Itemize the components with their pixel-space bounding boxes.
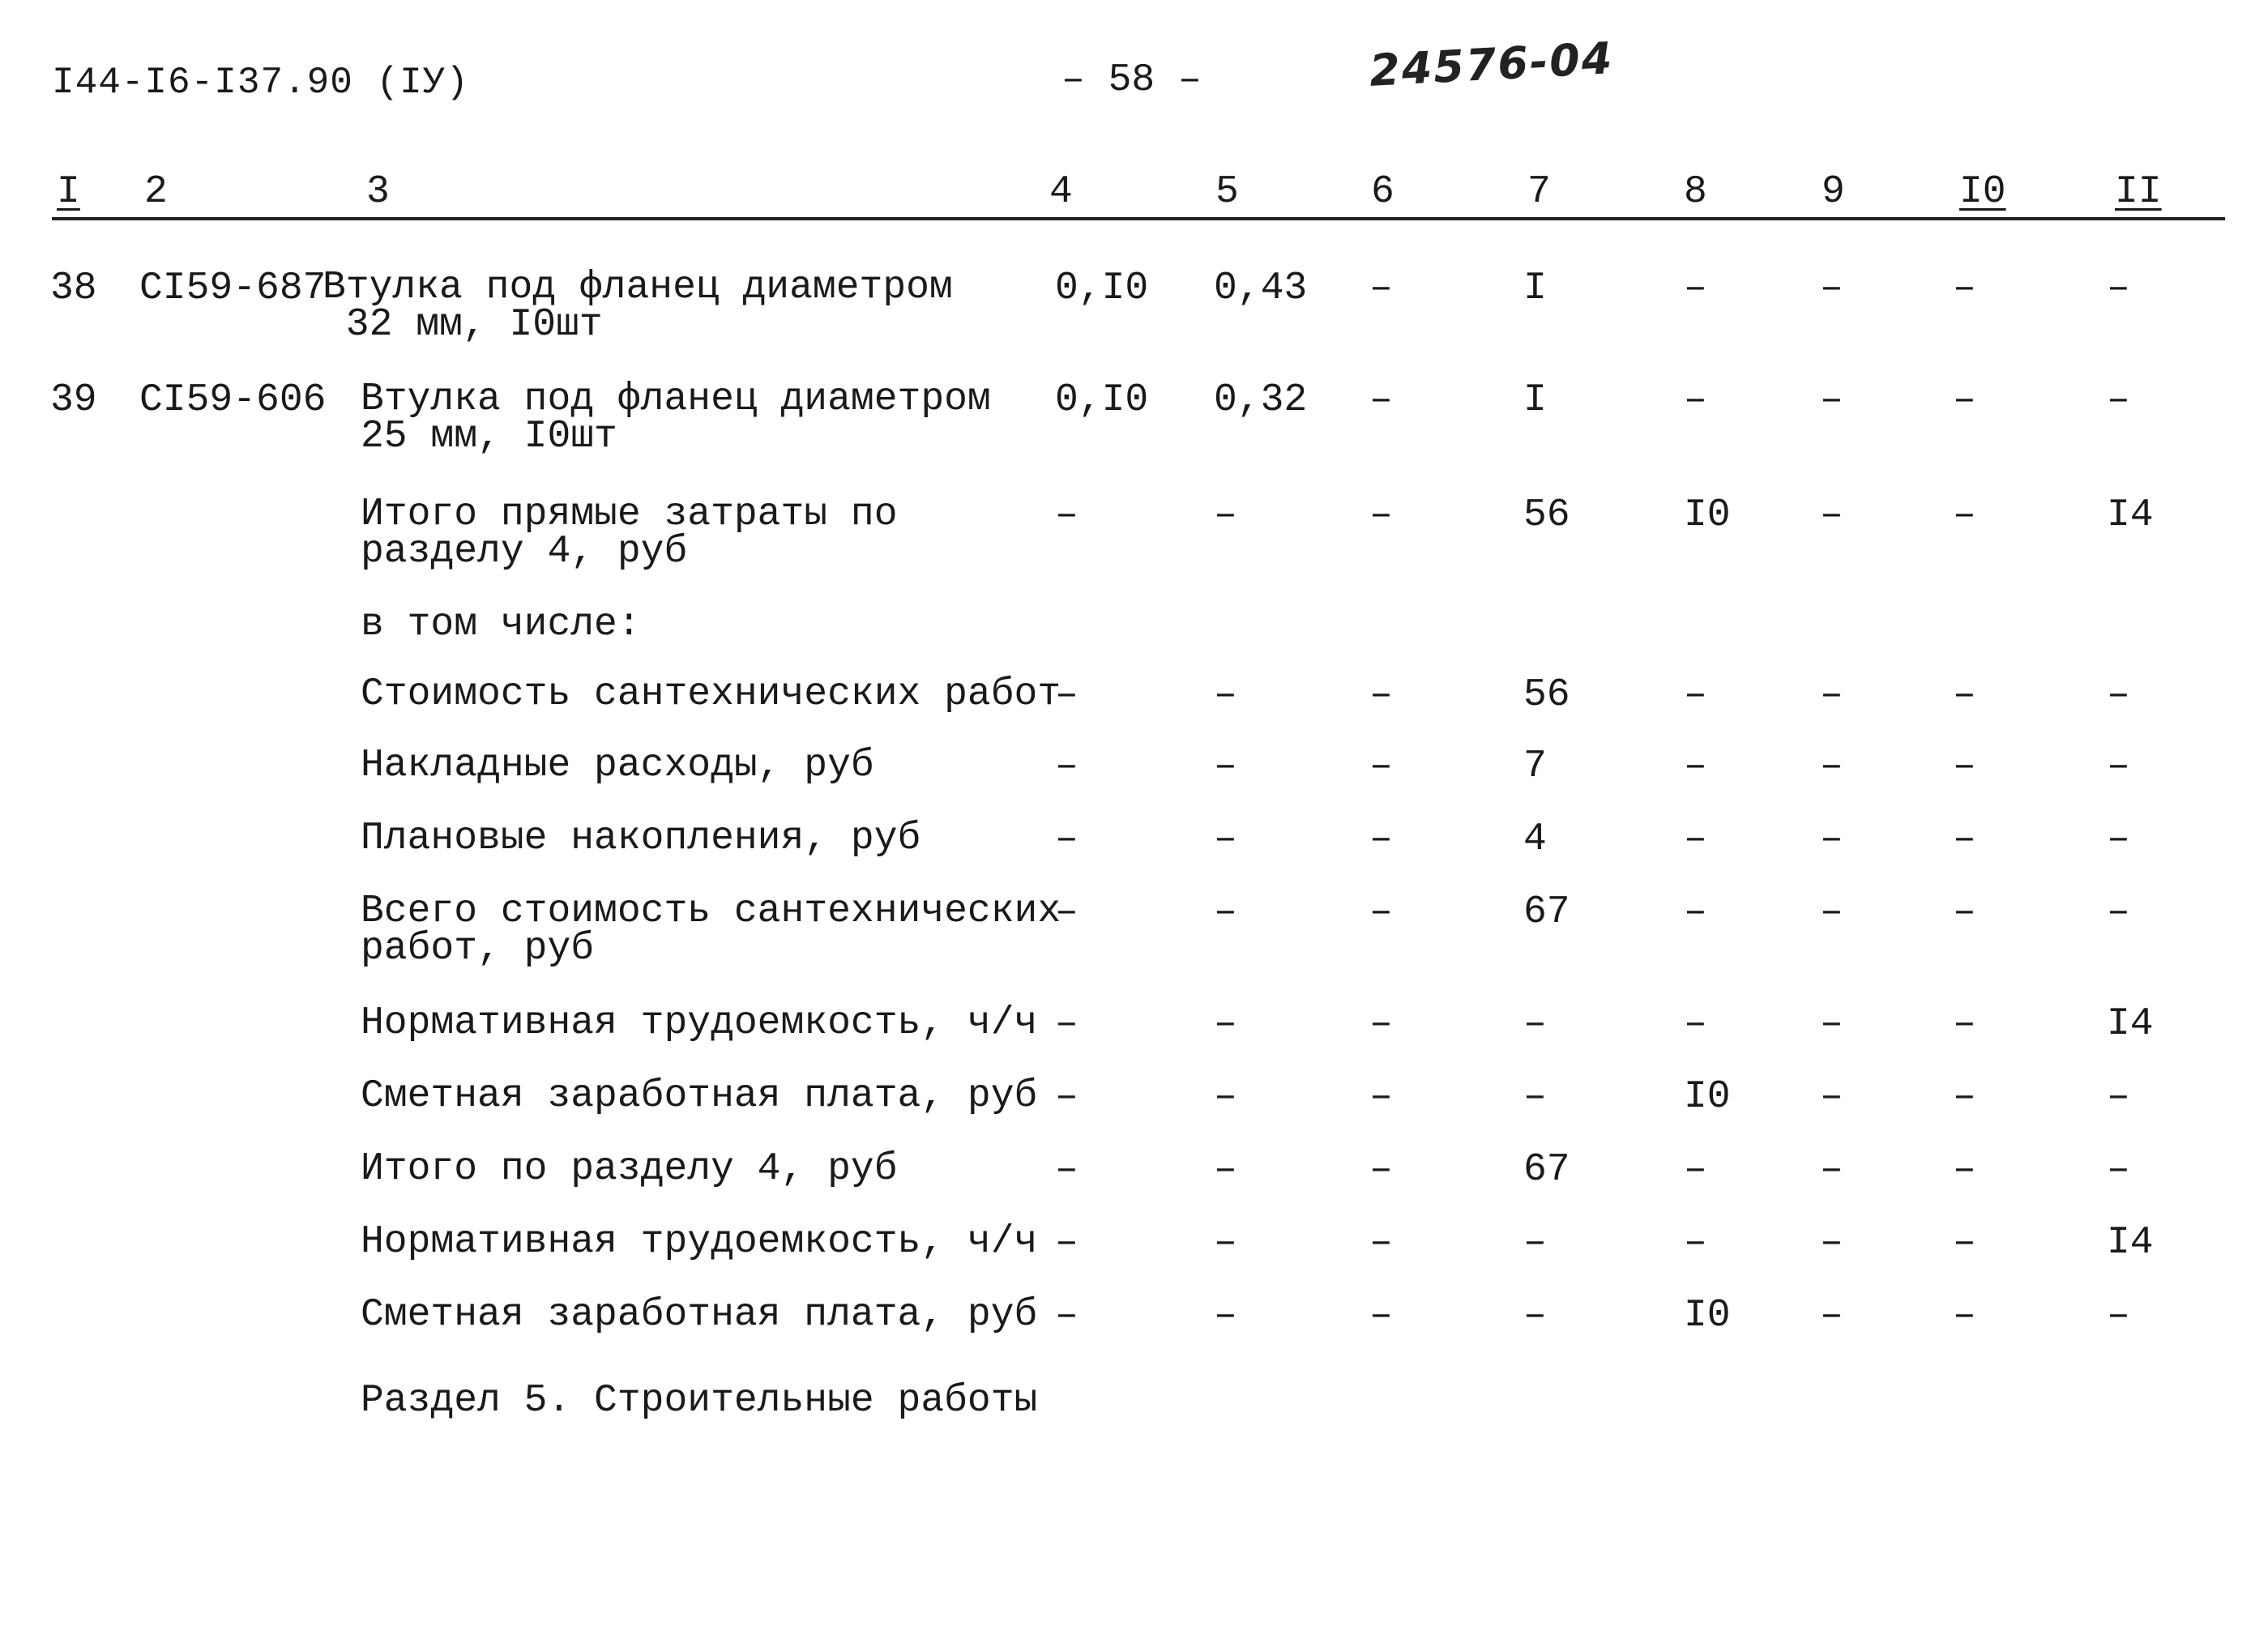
value-cell-9: – <box>1820 673 1843 717</box>
value-cell-9: – <box>1820 267 1843 310</box>
value-cell-6: – <box>1369 493 1393 537</box>
table-row <box>0 1074 2268 1159</box>
value-cell-6: – <box>1369 378 1393 422</box>
value-cell-9: – <box>1820 493 1843 537</box>
value-cell-10: – <box>1953 745 1976 788</box>
column-header: 3 <box>366 170 390 214</box>
value-cell-4: – <box>1055 1221 1078 1265</box>
value-cell-7: 56 <box>1523 493 1570 537</box>
value-cell-5: – <box>1214 1221 1237 1265</box>
value-cell-9: – <box>1820 1221 1843 1265</box>
value-cell-5: – <box>1214 493 1237 537</box>
item-description: Итого прямые затраты по разделу 4, руб <box>361 493 898 574</box>
value-cell-5: – <box>1214 817 1237 861</box>
value-cell-4: 0,I0 <box>1055 267 1149 310</box>
column-header: 5 <box>1215 170 1239 214</box>
value-cell-7: I <box>1523 378 1547 422</box>
item-description: Накладные расходы, руб <box>361 744 874 787</box>
value-cell-7: I <box>1523 267 1547 310</box>
document-code: I44-I6-I37.90 (IУ) <box>52 62 469 104</box>
column-header: 8 <box>1684 170 1707 214</box>
column-header: 7 <box>1527 170 1551 214</box>
value-cell-4: – <box>1055 493 1078 537</box>
value-cell-9: – <box>1820 1002 1843 1046</box>
value-cell-4: 0,I0 <box>1055 378 1149 422</box>
value-cell-10: – <box>1953 378 1976 422</box>
value-cell-10: – <box>1953 890 1976 934</box>
value-cell-11: – <box>2107 1294 2130 1338</box>
item-description: Втулка под фланец диаметром 32 мм, I0шт <box>322 266 953 347</box>
value-cell-11: – <box>2107 1148 2130 1192</box>
value-cell-8: – <box>1684 1002 1707 1046</box>
item-description: Всего стоимость сантехнических работ, руб <box>361 890 1061 971</box>
value-cell-7: 4 <box>1523 817 1547 861</box>
table-row <box>0 1147 2268 1231</box>
value-cell-11: I4 <box>2107 1221 2154 1265</box>
value-cell-4: – <box>1055 1075 1078 1119</box>
table-row <box>0 672 2268 757</box>
value-cell-10: – <box>1953 1294 1976 1338</box>
header-divider <box>52 217 2225 220</box>
value-cell-10: – <box>1953 1002 1976 1046</box>
value-cell-11: – <box>2107 673 2130 717</box>
value-cell-5: 0,32 <box>1214 378 1308 422</box>
column-header: II <box>2115 170 2162 214</box>
item-code: CI59-687 <box>139 267 327 310</box>
handwritten-stamp: 24576-04 <box>1368 32 1615 96</box>
value-cell-5: – <box>1214 1075 1237 1119</box>
value-cell-5: – <box>1214 745 1237 788</box>
column-header: 9 <box>1822 170 1845 214</box>
value-cell-6: – <box>1369 267 1393 310</box>
table-row <box>0 378 2268 462</box>
value-cell-5: – <box>1214 890 1237 934</box>
table-row <box>0 744 2268 828</box>
value-cell-11: – <box>2107 745 2130 788</box>
value-cell-9: – <box>1820 1148 1843 1192</box>
value-cell-7: 7 <box>1523 745 1547 788</box>
value-cell-6: – <box>1369 1294 1393 1338</box>
value-cell-7: 56 <box>1523 673 1570 717</box>
value-cell-9: – <box>1820 378 1843 422</box>
value-cell-8: I0 <box>1684 493 1731 537</box>
item-description: Нормативная трудоемкость, ч/ч <box>361 1220 1038 1264</box>
value-cell-9: – <box>1820 745 1843 788</box>
column-header: 2 <box>144 170 168 214</box>
value-cell-7: – <box>1523 1075 1547 1119</box>
value-cell-10: – <box>1953 1148 1976 1192</box>
value-cell-7: – <box>1523 1294 1547 1338</box>
column-header: I0 <box>1959 170 2006 214</box>
item-description: Нормативная трудоемкость, ч/ч <box>361 1001 1038 1045</box>
item-description: Сметная заработная плата, руб <box>361 1293 1038 1337</box>
table-row <box>0 890 2268 974</box>
value-cell-4: – <box>1055 673 1078 717</box>
table-row <box>0 266 2268 350</box>
value-cell-10: – <box>1953 1221 1976 1265</box>
value-cell-4: – <box>1055 1148 1078 1192</box>
row-number: 38 <box>50 267 97 310</box>
table-row <box>0 1001 2268 1086</box>
value-cell-6: – <box>1369 1002 1393 1046</box>
table-row <box>0 493 2268 577</box>
value-cell-8: I0 <box>1684 1294 1731 1338</box>
column-header: I <box>57 170 80 214</box>
value-cell-9: – <box>1820 1075 1843 1119</box>
value-cell-7: 67 <box>1523 1148 1570 1192</box>
value-cell-8: – <box>1684 267 1707 310</box>
value-cell-11: – <box>2107 817 2130 861</box>
value-cell-6: – <box>1369 673 1393 717</box>
value-cell-4: – <box>1055 1002 1078 1046</box>
value-cell-7: – <box>1523 1002 1547 1046</box>
page-number: – 58 – <box>1061 58 1202 102</box>
value-cell-4: – <box>1055 817 1078 861</box>
value-cell-7: – <box>1523 1221 1547 1265</box>
table-row <box>0 603 2268 687</box>
section-title: Раздел 5. Строительные работы <box>361 1379 1038 1423</box>
value-cell-9: – <box>1820 1294 1843 1338</box>
value-cell-11: – <box>2107 1075 2130 1119</box>
value-cell-8: – <box>1684 817 1707 861</box>
value-cell-8: – <box>1684 1221 1707 1265</box>
value-cell-4: – <box>1055 1294 1078 1338</box>
value-cell-4: – <box>1055 890 1078 934</box>
value-cell-6: – <box>1369 1075 1393 1119</box>
value-cell-6: – <box>1369 890 1393 934</box>
value-cell-11: I4 <box>2107 1002 2154 1046</box>
value-cell-11: – <box>2107 378 2130 422</box>
item-description: Итого по разделу 4, руб <box>361 1147 898 1191</box>
column-header: 4 <box>1049 170 1073 214</box>
value-cell-5: 0,43 <box>1214 267 1308 310</box>
value-cell-6: – <box>1369 745 1393 788</box>
value-cell-7: 67 <box>1523 890 1570 934</box>
value-cell-8: – <box>1684 1148 1707 1192</box>
item-description: в том числе: <box>361 603 641 647</box>
value-cell-11: – <box>2107 890 2130 934</box>
value-cell-10: – <box>1953 267 1976 310</box>
value-cell-8: – <box>1684 890 1707 934</box>
table-row <box>0 1220 2268 1304</box>
table-row <box>0 1293 2268 1377</box>
value-cell-5: – <box>1214 1002 1237 1046</box>
value-cell-9: – <box>1820 890 1843 934</box>
column-header: 6 <box>1371 170 1395 214</box>
value-cell-4: – <box>1055 745 1078 788</box>
row-number: 39 <box>50 378 97 422</box>
value-cell-9: – <box>1820 817 1843 861</box>
value-cell-10: – <box>1953 673 1976 717</box>
value-cell-8: – <box>1684 745 1707 788</box>
value-cell-10: – <box>1953 1075 1976 1119</box>
item-code: CI59-606 <box>139 378 327 422</box>
item-description: Плановые накопления, руб <box>361 817 921 860</box>
item-description: Сметная заработная плата, руб <box>361 1074 1038 1118</box>
value-cell-6: – <box>1369 1148 1393 1192</box>
value-cell-5: – <box>1214 1294 1237 1338</box>
value-cell-8: I0 <box>1684 1075 1731 1119</box>
value-cell-11: – <box>2107 267 2130 310</box>
value-cell-6: – <box>1369 1221 1393 1265</box>
table-row <box>0 817 2268 901</box>
value-cell-11: I4 <box>2107 493 2154 537</box>
value-cell-8: – <box>1684 378 1707 422</box>
value-cell-5: – <box>1214 673 1237 717</box>
item-description: Втулка под фланец диаметром 25 мм, I0шт <box>361 378 991 459</box>
value-cell-10: – <box>1953 817 1976 861</box>
value-cell-8: – <box>1684 673 1707 717</box>
value-cell-10: – <box>1953 493 1976 537</box>
value-cell-5: – <box>1214 1148 1237 1192</box>
value-cell-6: – <box>1369 817 1393 861</box>
item-description: Стоимость сантехнических работ <box>361 672 1061 716</box>
